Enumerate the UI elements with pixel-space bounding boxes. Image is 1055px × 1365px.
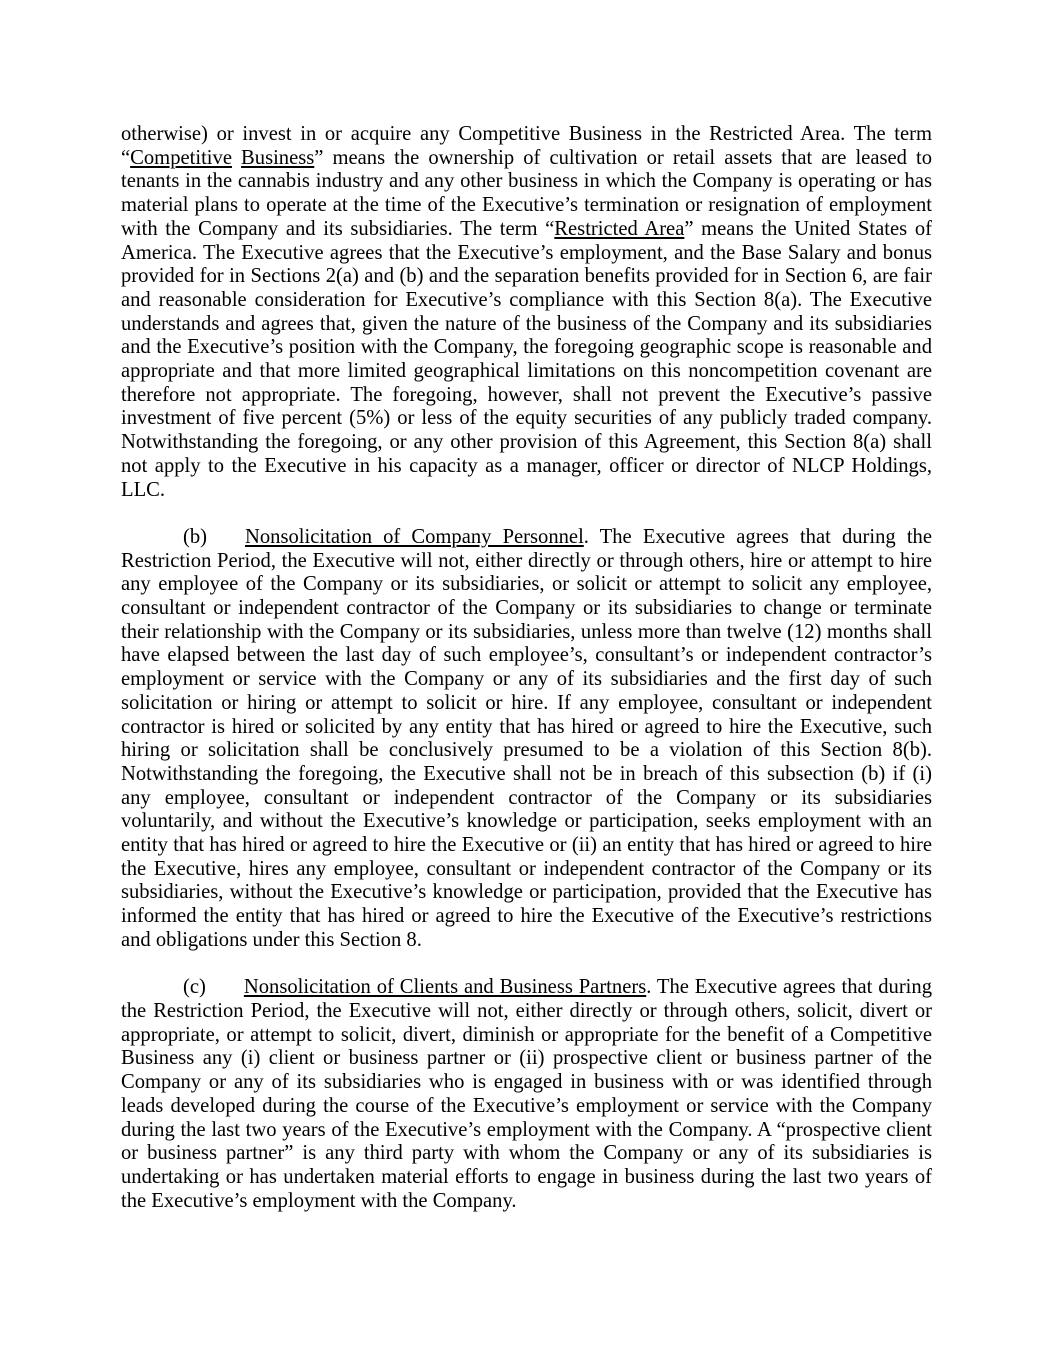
paragraph-section-8c bbox=[121, 976, 932, 1213]
underlined-text: Nonsolicitation of Company Personnel bbox=[245, 525, 584, 548]
text-segment: . The Executive agrees that during the Restriction Period, the Executive will not, either directly or through others, solicit, divert or appropriate, or attempt to solicit, divert, diminish or appropriate for the benefit of a Competitive Business any (i) client or business partner or (ii) prospective client or business partner of the Company or any of its subsidiaries who is engaged in business with or was identified through leads developed during the course of the Executive’s employment or service with the Company during the last two years of the Executive’s employment with the Company. A “prospective client or business partner” is any third party with whom the Company or any of its subsidiaries is undertaking or has undertaken material efforts to engage in business during the last two years of the Executive’s employment with the Company. bbox=[121, 976, 932, 1212]
paragraph-section-8a-continuation bbox=[121, 123, 932, 502]
text-segment: ” means the ownership of cultivation or retail assets that are leased to tenants in the cannabis industry and any other business in which the Company is operating or has material plans to operate at the time of the Executive’s termination or resignation of employment with the Company and its subsidiaries. The term “ bbox=[121, 146, 932, 240]
text-segment: ” means the United States of America. The Executive agrees that the Executive’s employment, and the Base Salary and bonus provided for in Sections 2(a) and (b) and the separation benefits provided for in Section 6, are fair and reasonable consideration for Executive’s compliance with this Section 8(a). The Executive understands and agrees that, given the nature of the business of the Company and its subsidiaries and the Executive’s position with the Company, the foregoing geographic scope is reasonable and appropriate and that more limited geographical limitations on this noncompetition covenant are therefore not appropriate. The foregoing, however, shall not prevent the Executive’s passive investment of five percent (5%) or less of the equity securities of any publicly traded company. Notwithstanding the foregoing, or any other provision of this Agreement, this Section 8(a) shall not apply to the Executive in his capacity as a manager, officer or director of NLCP Holdings, LLC. bbox=[121, 217, 932, 501]
text-segment: . The Executive agrees that during the Restriction Period, the Executive will not, either directly or through others, hire or attempt to hire any employee of the Company or its subsidiaries, or solicit or attempt to solicit any employee, consultant or independent contractor of the Company or its subsidiaries to change or terminate their relationship with the Company or its subsidiaries, unless more than twelve (12) months shall have elapsed between the last day of such employee’s, consultant’s or independent contractor’s employment or service with the Company or any of its subsidiaries and the first day of such solicitation or hiring or attempt to solicit or hire. If any employee, consultant or independent contractor is hired or solicited by any entity that has hired or agreed to hire the Executive, such hiring or solicitation shall be conclusively presumed to be a violation of this Section 8(b). Notwithstanding the foregoing, the Executive shall not be in breach of this subsection (b) if (i) any employee, consultant or independent contractor of the Company or its subsidiaries voluntarily, and without the Executive’s knowledge or participation, seeks employment with an entity that has hired or agreed to hire the Executive or (ii) an entity that has hired or agreed to hire the Executive, hires any employee, consultant or independent contractor of the Company or its subsidiaries, without the Executive’s knowledge or participation, provided that the Executive has informed the entity that has hired or agreed to hire the Executive of the Executive’s restrictions and obligations under this Section 8. bbox=[121, 525, 932, 951]
underlined-text: Restricted Area bbox=[554, 217, 685, 240]
underlined-text: Nonsolicitation of Clients and Business Partners bbox=[243, 976, 647, 999]
paragraph-section-8b bbox=[121, 526, 932, 953]
text-segment: otherwise) or invest in or acquire any Competitive Business in the Restricted Area. The term “ bbox=[121, 123, 932, 169]
document-body bbox=[121, 123, 932, 1213]
underlined-text: Business bbox=[241, 146, 315, 169]
text-segment: (c) bbox=[183, 976, 206, 999]
text-segment: (b) bbox=[183, 525, 208, 548]
text-segment bbox=[232, 147, 241, 169]
underlined-text: Competitive bbox=[130, 146, 232, 169]
